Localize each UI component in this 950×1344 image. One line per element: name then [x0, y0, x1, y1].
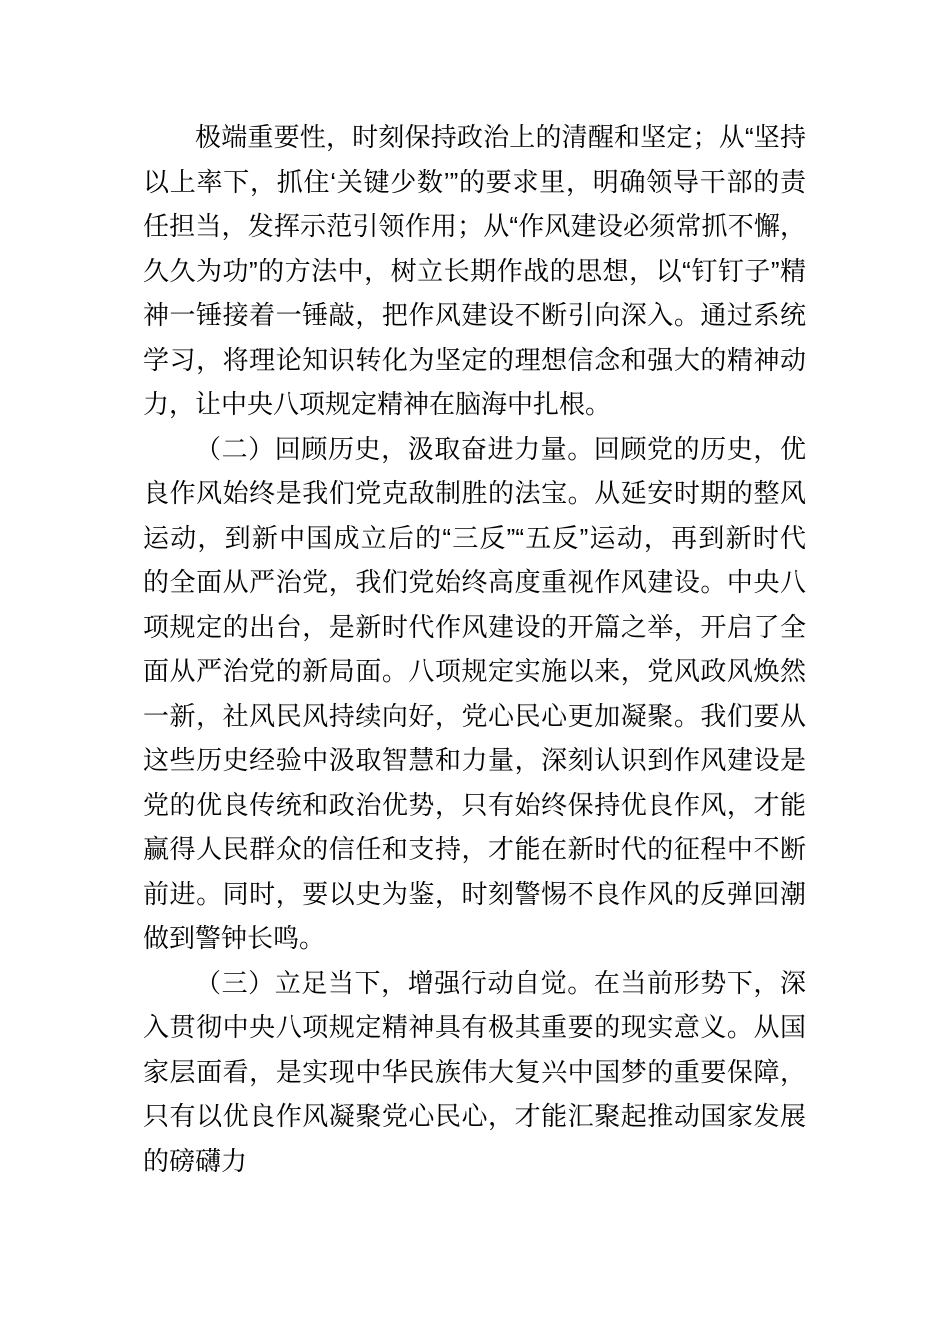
text-line: 极端重要性，时刻保持政治上的清醒和坚定；从“坚持 [195, 122, 806, 152]
document-content [143, 115, 806, 1183]
text-line: 项规定的出台，是新时代作风建设的开篇之举，开启了全 [143, 611, 806, 642]
text-line: 家层面看，是实现中华民族伟大复兴中国梦的重要保障， [143, 1056, 806, 1087]
text-line: 党的优良传统和政治优势，只有始终保持优良作风，才能 [143, 789, 806, 820]
text-line: 的磅礴力 [143, 1145, 248, 1176]
text-line: 做到警钟长鸣。 [143, 923, 326, 953]
text-line: （三）立足当下，增强行动自觉。在当前形势下，深 [195, 967, 806, 998]
text-line: 前进。同时，要以史为鉴，时刻警惕不良作风的反弹回潮 [143, 878, 806, 909]
text-line: 入贯彻中央八项规定精神具有极其重要的现实意义。从国 [143, 1012, 806, 1042]
text-line: 神一锤接着一锤敲，把作风建设不断引向深入。通过系统 [143, 300, 806, 330]
text-line: 任担当，发挥示范引领作用；从“作风建设必须常抓不懈， [143, 211, 806, 241]
text-line: 赢得人民群众的信任和支持，才能在新时代的征程中不断 [143, 834, 806, 864]
text-line: 面从严治党的新局面。八项规定实施以来，党风政风焕然 [143, 656, 806, 686]
text-line: 的全面从严治党，我们党始终高度重视作风建设。中央八 [143, 567, 806, 597]
text-line: 力，让中央八项规定精神在脑海中扎根。 [143, 389, 612, 419]
text-line: 良作风始终是我们党克敌制胜的法宝。从延安时期的整风 [143, 478, 806, 508]
text-line: （二）回顾历史，汲取奋进力量。回顾党的历史，优 [195, 433, 806, 464]
text-line: 只有以优良作风凝聚党心民心，才能汇聚起推动国家发展 [143, 1101, 806, 1131]
text-line: 以上率下，抓住‘关键少数’”的要求里，明确领导干部的责 [143, 166, 806, 197]
text-line: 久久为功”的方法中，树立长期作战的思想，以“钉钉子”精 [143, 255, 806, 286]
text-line: 一新，社风民风持续向好，党心民心更加凝聚。我们要从 [143, 700, 806, 731]
text-line: 学习，将理论知识转化为坚定的理想信念和强大的精神动 [143, 344, 806, 375]
text-line: 运动，到新中国成立后的“三反”“五反”运动，再到新时代 [143, 522, 806, 553]
text-line: 这些历史经验中汲取智慧和力量，深刻认识到作风建设是 [143, 745, 806, 775]
